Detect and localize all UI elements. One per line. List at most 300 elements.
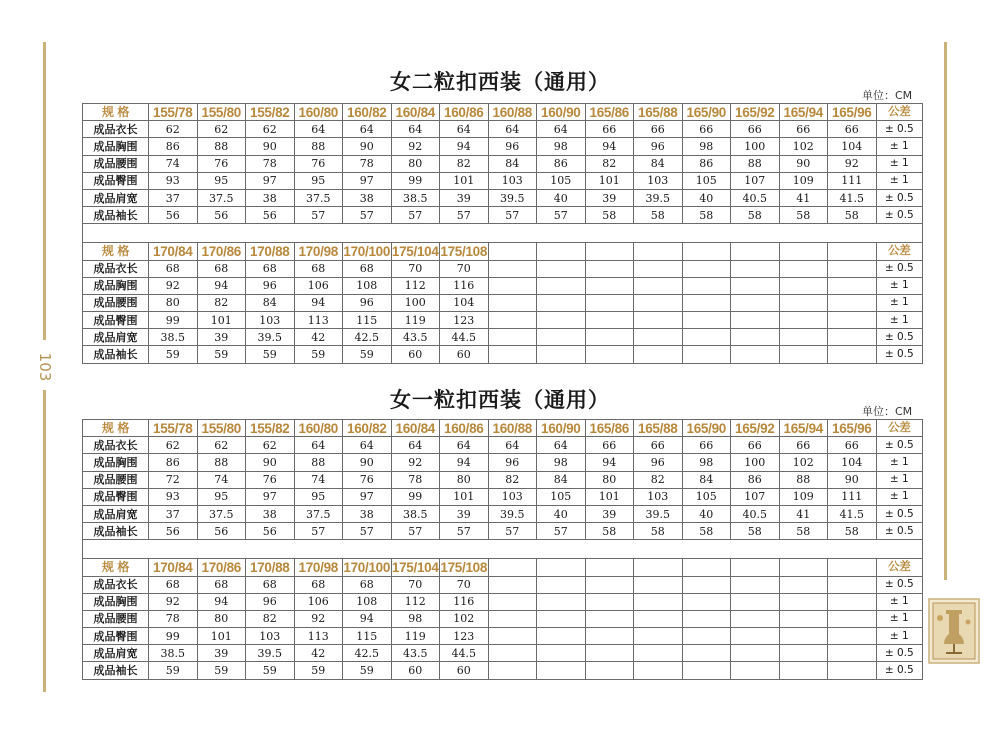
empty-cell [488, 576, 537, 593]
spacer-cell [440, 224, 489, 243]
spacer-cell [440, 540, 489, 559]
empty-cell [488, 593, 537, 610]
size-header-cell: 160/84 [391, 420, 440, 437]
measurement-value: 86 [537, 155, 586, 172]
measurement-value: 116 [440, 277, 489, 294]
measurement-value: 64 [537, 437, 586, 454]
size-header-cell: 160/82 [343, 104, 392, 121]
empty-cell [634, 243, 683, 260]
size-header-cell: 165/94 [779, 104, 828, 121]
measurement-value: 88 [197, 454, 246, 471]
measurement-value: 64 [294, 121, 343, 138]
measurement-value: 59 [246, 346, 295, 363]
empty-cell [828, 312, 877, 329]
measurement-label: 成品袖长 [83, 662, 149, 679]
size-header-cell: 155/82 [246, 104, 295, 121]
measurement-value: 104 [828, 454, 877, 471]
empty-cell [731, 593, 780, 610]
measurement-value: 103 [634, 488, 683, 505]
size-header-cell: 165/94 [779, 420, 828, 437]
measurement-value: 94 [197, 277, 246, 294]
measurement-value: 41 [779, 189, 828, 206]
spacer-cell [828, 224, 877, 243]
spacer-cell [343, 540, 392, 559]
measurement-value: 58 [682, 523, 731, 540]
empty-cell [488, 260, 537, 277]
measurement-value: 103 [488, 172, 537, 189]
measurement-value: 64 [391, 437, 440, 454]
measurement-value: 68 [149, 576, 198, 593]
measurement-value: 101 [440, 488, 489, 505]
size-header-cell: 155/78 [149, 420, 198, 437]
empty-cell [634, 662, 683, 679]
empty-cell [488, 294, 537, 311]
measurement-value: 101 [440, 172, 489, 189]
measurement-value: 84 [682, 471, 731, 488]
measurement-value: 84 [537, 471, 586, 488]
measurement-value: 57 [440, 523, 489, 540]
measurement-value: 104 [440, 294, 489, 311]
measurement-value: 64 [343, 437, 392, 454]
measurement-label: 成品胸围 [83, 277, 149, 294]
measurement-value: 90 [246, 138, 295, 155]
measurement-row [83, 312, 923, 329]
empty-cell [779, 593, 828, 610]
spacer-cell [488, 540, 537, 559]
measurement-value: 66 [828, 437, 877, 454]
section-title-two-button-suit: 女二粒扣西装（通用） [390, 69, 610, 94]
measurement-value: 105 [682, 172, 731, 189]
measurement-value: 38 [343, 189, 392, 206]
measurement-value: 40 [537, 505, 586, 522]
tolerance-value: ± 1 [876, 294, 923, 311]
spacer-cell [391, 540, 440, 559]
empty-cell [585, 329, 634, 346]
spacer-cell [246, 540, 295, 559]
measurement-value: 113 [294, 628, 343, 645]
empty-cell [488, 277, 537, 294]
measurement-value: 40.5 [731, 505, 780, 522]
measurement-value: 86 [682, 155, 731, 172]
measurement-value: 57 [343, 207, 392, 224]
measurement-label: 成品腰围 [83, 610, 149, 627]
empty-cell [828, 346, 877, 363]
spacer-cell [391, 224, 440, 243]
empty-cell [779, 260, 828, 277]
measurement-label: 成品衣长 [83, 260, 149, 277]
spacer-cell [876, 540, 923, 559]
empty-cell [585, 294, 634, 311]
spacer-cell [149, 224, 198, 243]
measurement-value: 86 [731, 471, 780, 488]
size-header-cell: 165/92 [731, 104, 780, 121]
empty-cell [828, 260, 877, 277]
measurement-value: 38.5 [391, 189, 440, 206]
spacer-cell [585, 224, 634, 243]
measurement-value: 88 [197, 138, 246, 155]
measurement-value: 58 [779, 523, 828, 540]
measurement-value: 111 [828, 488, 877, 505]
measurement-label: 成品胸围 [83, 138, 149, 155]
measurement-row [83, 454, 923, 471]
measurement-value: 105 [682, 488, 731, 505]
measurement-value: 90 [343, 138, 392, 155]
measurement-value: 59 [343, 346, 392, 363]
measurement-value: 39.5 [246, 645, 295, 662]
measurement-value: 64 [537, 121, 586, 138]
measurement-value: 94 [585, 138, 634, 155]
measurement-value: 62 [149, 437, 198, 454]
empty-cell [634, 610, 683, 627]
empty-cell [634, 559, 683, 576]
measurement-value: 100 [731, 454, 780, 471]
measurement-value: 96 [246, 277, 295, 294]
measurement-value: 57 [294, 523, 343, 540]
empty-cell [828, 662, 877, 679]
measurement-value: 90 [246, 454, 295, 471]
tolerance-value: ± 0.5 [876, 523, 923, 540]
empty-cell [731, 610, 780, 627]
measurement-value: 95 [294, 488, 343, 505]
measurement-value: 38.5 [391, 505, 440, 522]
measurement-value: 60 [440, 346, 489, 363]
measurement-value: 37.5 [197, 189, 246, 206]
empty-cell [537, 662, 586, 679]
size-header-row [83, 559, 923, 576]
measurement-value: 105 [537, 172, 586, 189]
empty-cell [682, 593, 731, 610]
measurement-label: 成品袖长 [83, 523, 149, 540]
empty-cell [828, 593, 877, 610]
measurement-value: 66 [682, 437, 731, 454]
tolerance-header: 公差 [876, 104, 923, 121]
measurement-value: 106 [294, 593, 343, 610]
measurement-label: 成品肩宽 [83, 329, 149, 346]
measurement-label: 成品衣长 [83, 576, 149, 593]
measurement-value: 64 [440, 121, 489, 138]
measurement-value: 70 [391, 576, 440, 593]
empty-cell [585, 610, 634, 627]
measurement-label: 成品肩宽 [83, 505, 149, 522]
measurement-value: 62 [246, 437, 295, 454]
empty-cell [828, 294, 877, 311]
measurement-value: 44.5 [440, 329, 489, 346]
measurement-value: 96 [634, 138, 683, 155]
measurement-value: 104 [828, 138, 877, 155]
measurement-value: 59 [149, 662, 198, 679]
measurement-value: 59 [149, 346, 198, 363]
empty-cell [537, 593, 586, 610]
measurement-value: 101 [585, 172, 634, 189]
empty-cell [779, 312, 828, 329]
measurement-value: 57 [537, 523, 586, 540]
measurement-value: 42 [294, 329, 343, 346]
measurement-label: 成品肩宽 [83, 645, 149, 662]
spacer-cell [876, 224, 923, 243]
measurement-value: 105 [537, 488, 586, 505]
measurement-value: 95 [197, 172, 246, 189]
tolerance-value: ± 0.5 [876, 260, 923, 277]
measurement-row [83, 138, 923, 155]
tolerance-value: ± 0.5 [876, 505, 923, 522]
measurement-value: 43.5 [391, 329, 440, 346]
measurement-value: 59 [294, 346, 343, 363]
measurement-value: 103 [488, 488, 537, 505]
size-header-row [83, 104, 923, 121]
right-border-line [944, 42, 947, 580]
measurement-value: 68 [149, 260, 198, 277]
size-header-cell: 165/90 [682, 104, 731, 121]
measurement-label: 成品臀围 [83, 312, 149, 329]
measurement-label: 成品臀围 [83, 628, 149, 645]
measurement-value: 57 [488, 523, 537, 540]
measurement-value: 39.5 [246, 329, 295, 346]
measurement-value: 58 [634, 207, 683, 224]
measurement-value: 59 [246, 662, 295, 679]
measurement-row [83, 437, 923, 454]
empty-cell [537, 645, 586, 662]
left-border-line-bottom [43, 390, 46, 692]
size-header-cell: 160/88 [488, 420, 537, 437]
empty-cell [634, 346, 683, 363]
measurement-label: 成品臀围 [83, 488, 149, 505]
measurement-label: 成品胸围 [83, 593, 149, 610]
size-header-cell: 155/82 [246, 420, 295, 437]
dress-form-stamp-icon [928, 598, 980, 664]
measurement-value: 38.5 [149, 329, 198, 346]
empty-cell [779, 243, 828, 260]
page-number: 103 [36, 352, 54, 382]
spacer-cell [779, 540, 828, 559]
measurement-value: 37 [149, 505, 198, 522]
empty-cell [731, 645, 780, 662]
measurement-value: 57 [343, 523, 392, 540]
measurement-value: 59 [197, 662, 246, 679]
measurement-row [83, 329, 923, 346]
measurement-value: 107 [731, 172, 780, 189]
size-header-cell: 170/84 [149, 559, 198, 576]
empty-cell [537, 277, 586, 294]
size-header-cell: 160/90 [537, 104, 586, 121]
size-header-cell: 165/92 [731, 420, 780, 437]
empty-cell [634, 294, 683, 311]
section-title-one-button-suit: 女一粒扣西装（通用） [390, 387, 610, 412]
spacer-cell [634, 540, 683, 559]
measurement-value: 60 [391, 662, 440, 679]
measurement-value: 66 [585, 121, 634, 138]
tolerance-value: ± 0.5 [876, 207, 923, 224]
empty-cell [585, 645, 634, 662]
empty-cell [828, 576, 877, 593]
measurement-value: 82 [246, 610, 295, 627]
measurement-value: 93 [149, 488, 198, 505]
size-header-cell: 170/98 [294, 559, 343, 576]
measurement-row [83, 488, 923, 505]
empty-cell [634, 277, 683, 294]
measurement-value: 103 [246, 628, 295, 645]
measurement-value: 102 [440, 610, 489, 627]
measurement-value: 56 [197, 207, 246, 224]
measurement-value: 41.5 [828, 505, 877, 522]
empty-cell [488, 645, 537, 662]
measurement-value: 93 [149, 172, 198, 189]
measurement-label: 成品衣长 [83, 437, 149, 454]
measurement-value: 96 [246, 593, 295, 610]
empty-cell [585, 346, 634, 363]
measurement-value: 66 [634, 437, 683, 454]
measurement-value: 78 [343, 155, 392, 172]
measurement-value: 56 [246, 523, 295, 540]
measurement-value: 82 [585, 155, 634, 172]
tolerance-value: ± 1 [876, 312, 923, 329]
empty-cell [828, 628, 877, 645]
measurement-value: 64 [488, 437, 537, 454]
measurement-value: 70 [440, 576, 489, 593]
measurement-label: 成品腰围 [83, 294, 149, 311]
measurement-value: 64 [343, 121, 392, 138]
empty-cell [682, 610, 731, 627]
measurement-value: 58 [682, 207, 731, 224]
empty-cell [537, 559, 586, 576]
tolerance-value: ± 1 [876, 471, 923, 488]
table-spacer-row [83, 540, 923, 559]
measurement-value: 60 [440, 662, 489, 679]
measurement-value: 97 [343, 488, 392, 505]
empty-cell [779, 559, 828, 576]
measurement-value: 68 [197, 576, 246, 593]
measurement-row [83, 576, 923, 593]
measurement-label: 成品肩宽 [83, 189, 149, 206]
empty-cell [731, 628, 780, 645]
measurement-row [83, 662, 923, 679]
measurement-value: 94 [585, 454, 634, 471]
empty-cell [488, 346, 537, 363]
measurement-value: 39 [585, 505, 634, 522]
measurement-value: 41 [779, 505, 828, 522]
measurement-value: 78 [149, 610, 198, 627]
empty-cell [585, 277, 634, 294]
empty-cell [682, 559, 731, 576]
measurement-value: 112 [391, 593, 440, 610]
size-header-cell: 165/86 [585, 104, 634, 121]
size-header-cell: 165/88 [634, 104, 683, 121]
size-header-cell: 165/86 [585, 420, 634, 437]
size-header-cell: 160/80 [294, 104, 343, 121]
empty-cell [488, 329, 537, 346]
measurement-value: 98 [391, 610, 440, 627]
measurement-label: 成品衣长 [83, 121, 149, 138]
empty-cell [828, 645, 877, 662]
size-header-cell: 155/78 [149, 104, 198, 121]
empty-cell [537, 346, 586, 363]
measurement-value: 103 [634, 172, 683, 189]
measurement-value: 106 [294, 277, 343, 294]
empty-cell [828, 329, 877, 346]
measurement-value: 58 [731, 207, 780, 224]
measurement-row [83, 294, 923, 311]
measurement-value: 58 [828, 207, 877, 224]
size-header-cell: 160/84 [391, 104, 440, 121]
measurement-value: 57 [537, 207, 586, 224]
size-header-cell: 155/80 [197, 104, 246, 121]
table-spacer-row [83, 224, 923, 243]
spacer-cell [197, 540, 246, 559]
size-header-cell: 160/90 [537, 420, 586, 437]
tolerance-value: ± 0.5 [876, 329, 923, 346]
measurement-value: 88 [294, 454, 343, 471]
measurement-value: 68 [294, 576, 343, 593]
measurement-value: 64 [294, 437, 343, 454]
measurement-value: 68 [246, 576, 295, 593]
measurement-value: 43.5 [391, 645, 440, 662]
measurement-value: 64 [391, 121, 440, 138]
size-header-cell: 175/108 [440, 243, 488, 259]
measurement-value: 66 [779, 437, 828, 454]
measurement-value: 88 [731, 155, 780, 172]
empty-cell [585, 662, 634, 679]
empty-cell [488, 312, 537, 329]
size-header-row [83, 420, 923, 437]
measurement-value: 70 [391, 260, 440, 277]
tolerance-header: 公差 [876, 243, 923, 260]
measurement-value: 58 [585, 523, 634, 540]
measurement-row [83, 610, 923, 627]
measurement-value: 96 [488, 454, 537, 471]
measurement-value: 59 [294, 662, 343, 679]
empty-cell [682, 628, 731, 645]
measurement-value: 80 [391, 155, 440, 172]
measurement-value: 76 [246, 471, 295, 488]
measurement-value: 59 [197, 346, 246, 363]
spacer-cell [149, 540, 198, 559]
measurement-value: 66 [731, 121, 780, 138]
size-header-cell: 160/86 [440, 420, 489, 437]
measurement-value: 57 [488, 207, 537, 224]
measurement-value: 40 [682, 189, 731, 206]
measurement-value: 98 [537, 454, 586, 471]
measurement-value: 37.5 [294, 505, 343, 522]
measurement-row [83, 628, 923, 645]
empty-cell [828, 277, 877, 294]
measurement-value: 97 [246, 172, 295, 189]
measurement-value: 64 [488, 121, 537, 138]
empty-cell [537, 329, 586, 346]
tolerance-value: ± 1 [876, 488, 923, 505]
measurement-value: 97 [343, 172, 392, 189]
empty-cell [537, 294, 586, 311]
empty-cell [585, 312, 634, 329]
measurement-value: 56 [246, 207, 295, 224]
empty-cell [488, 662, 537, 679]
measurement-value: 101 [585, 488, 634, 505]
measurement-value: 123 [440, 628, 489, 645]
measurement-value: 80 [149, 294, 198, 311]
measurement-value: 115 [343, 628, 392, 645]
measurement-value: 76 [197, 155, 246, 172]
measurement-row [83, 593, 923, 610]
spacer-cell [83, 540, 149, 559]
measurement-value: 57 [391, 523, 440, 540]
empty-cell [779, 645, 828, 662]
measurement-value: 38 [246, 189, 295, 206]
size-header-cell: 165/96 [828, 420, 877, 437]
empty-cell [731, 243, 780, 260]
measurement-value: 108 [343, 593, 392, 610]
measurement-value: 37.5 [294, 189, 343, 206]
empty-cell [585, 593, 634, 610]
measurement-row [83, 172, 923, 189]
empty-cell [488, 243, 537, 260]
